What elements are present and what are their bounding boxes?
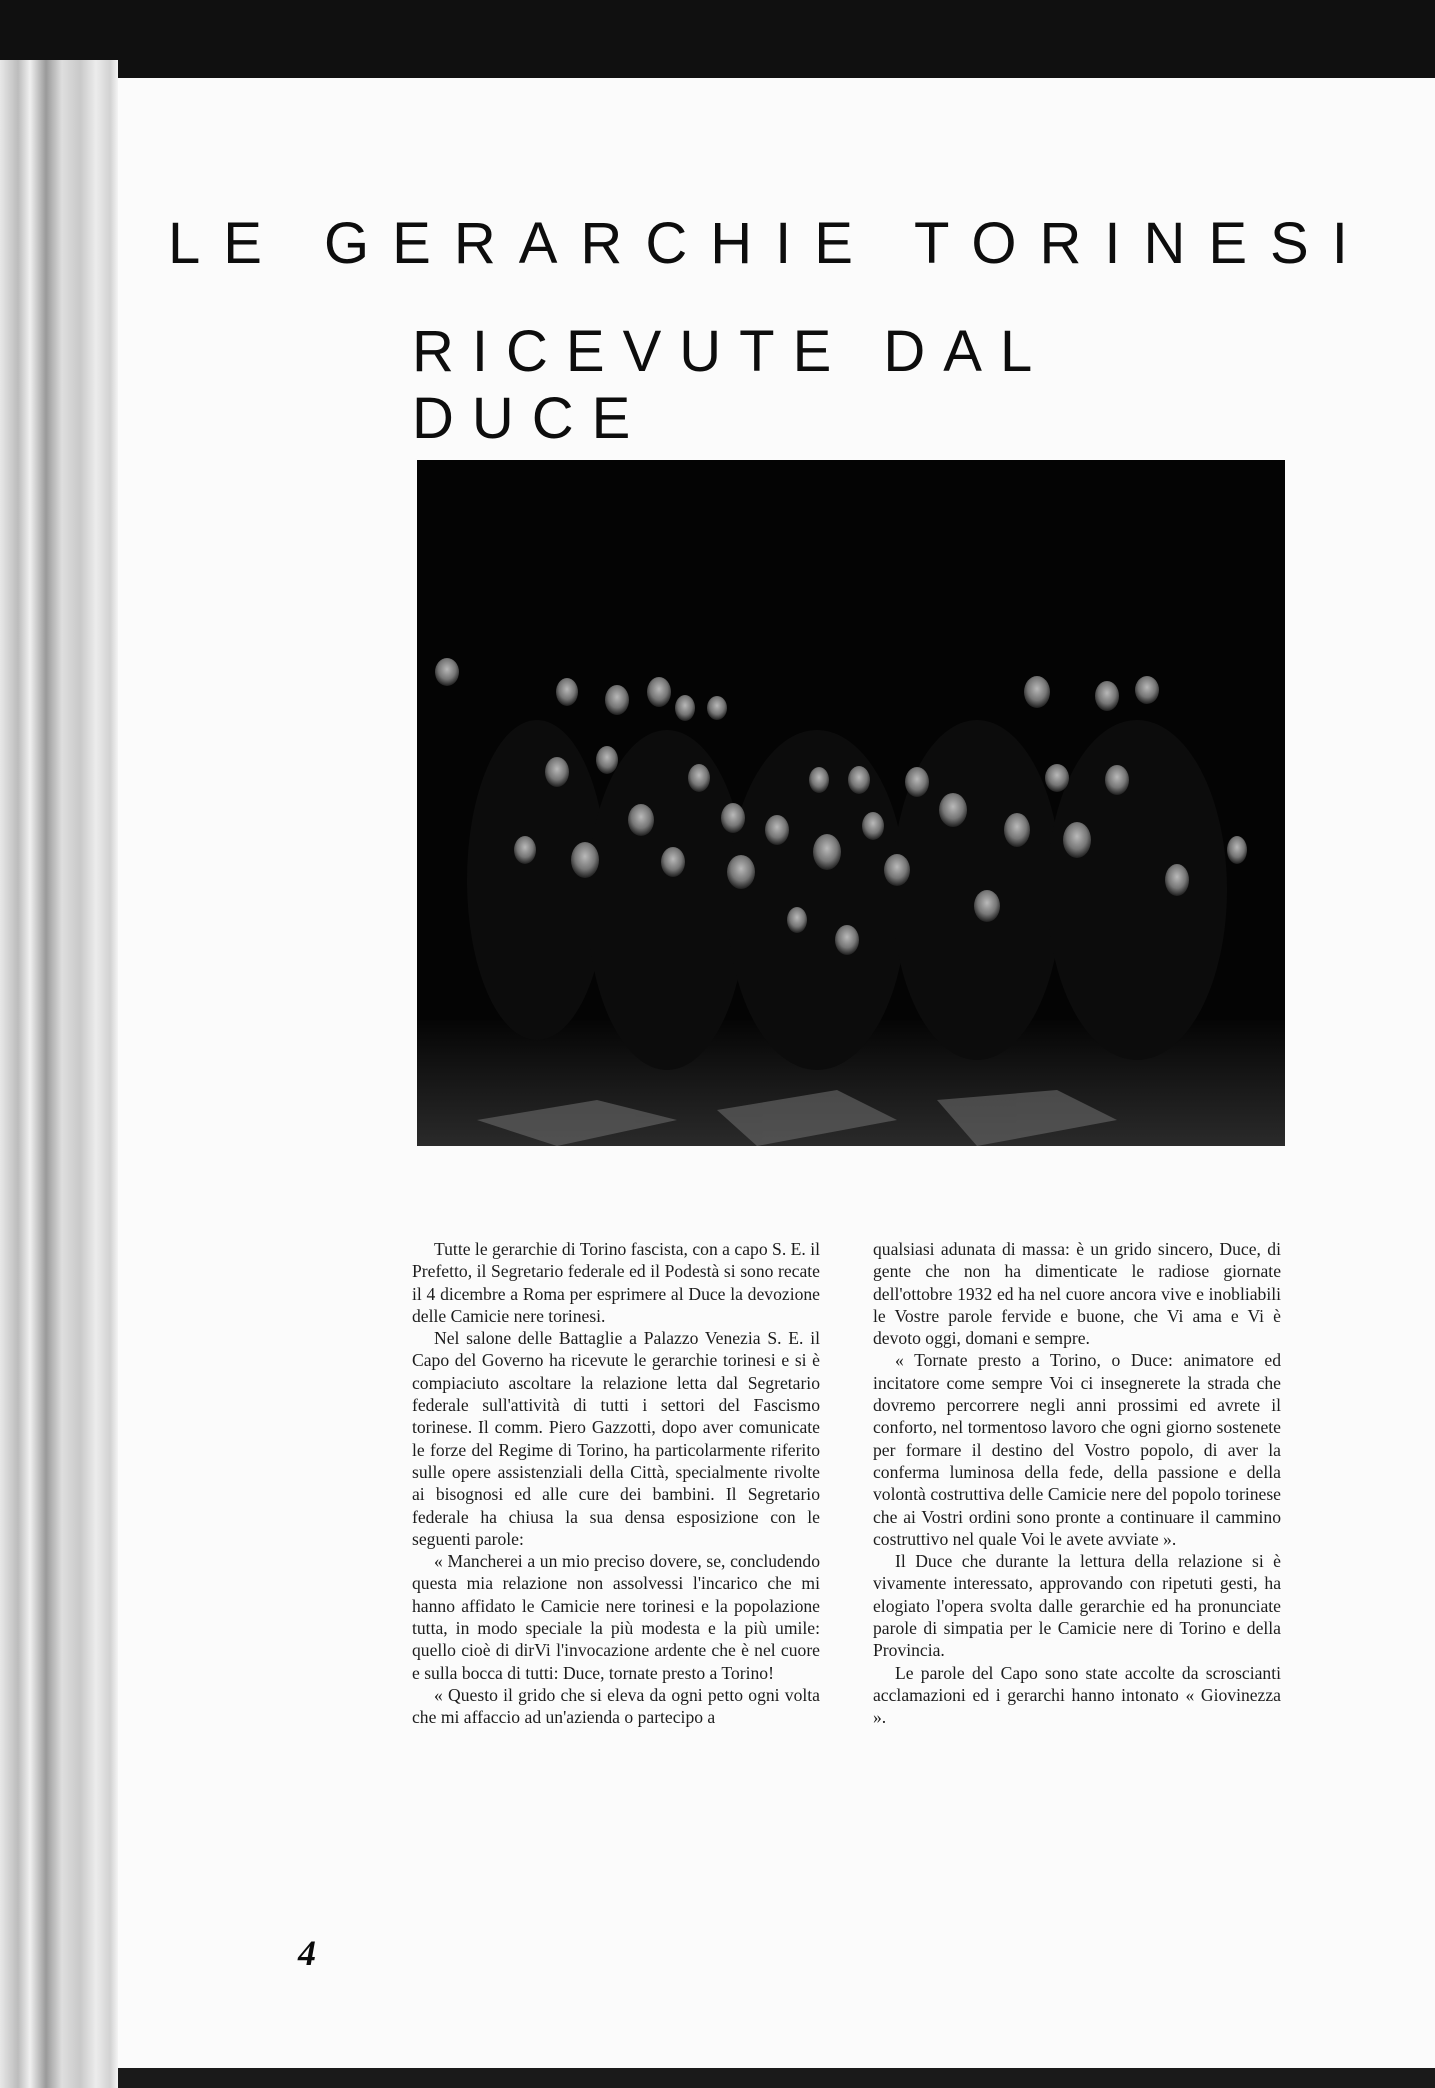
paragraph-6-quote: « Tornate presto a Torino, o Duce: animatore ed incitatore come sempre Voi ci insegnerete la strada che dovremo percorrere negli anni prossimi ed avrete il conforto, nel tormentoso lavoro che ogni giorno sostenete per formare il destino del Vostro popolo, di aver la conferma luminosa della fede, della passione e della volontà costruttiva delle Camicie nere del popolo torinese che ai Vostri ordini sono pronte a continuare il cammino costruttivo nel quale Voi le avete avviate ». bbox=[873, 1350, 1281, 1549]
scan-top-border bbox=[0, 0, 1435, 78]
paragraph-2: Nel salone delle Battaglie a Palazzo Venezia S. E. il Capo del Governo ha ricevute le gerarchie torinesi e si è compiaciuto ascoltare la relazione letta dal Segretario federale sull'attività di tutti i settori del Fascismo torinese. Il comm. Piero Gazzotti, dopo aver comunicate le forze del Regime di Torino, ha particolarmente riferito sulle opere assistenziali della Città, specialmente rivolte ai bisognosi ed alle cure dei bambini. Il Segretario federale ha chiusa la sua densa esposizione con le seguenti parole: bbox=[412, 1328, 820, 1549]
page-number: 4 bbox=[298, 1933, 316, 1973]
paragraph-8: Le parole del Capo sono state accolte da scroscianti acclamazioni ed i gerarchi hanno intonato « Giovinezza ». bbox=[873, 1662, 1281, 1728]
article-column-right bbox=[873, 1238, 1281, 1729]
scan-binding-edge bbox=[0, 60, 118, 2088]
paragraph-1: Tutte le gerarchie di Torino fascista, con a capo S. E. il Prefetto, il Segretario federale ed il Podestà si sono recate il 4 dicembre a Roma per esprimere al Duce la devozione delle Camicie nere torinesi. bbox=[412, 1239, 820, 1326]
article-title-line-1: LE GERARCHIE TORINESI bbox=[168, 211, 1371, 276]
article-column-left bbox=[412, 1238, 820, 1729]
group-photograph bbox=[417, 460, 1285, 1146]
paragraph-5-continued: qualsiasi adunata di massa: è un grido sincero, Duce, di gente che non ha dimenticate le radiose giornate dell'ottobre 1932 ed ha nel cuore ancora vive e inobliabili le Vostre parole fervide e buone, che Vi ama e Vi è devoto oggi, domani e sempre. bbox=[873, 1239, 1281, 1349]
photo-image bbox=[417, 460, 1285, 1146]
article-title-line-2: RICEVUTE DAL DUCE bbox=[412, 319, 1049, 451]
paragraph-4-quote: « Questo il grido che si eleva da ogni petto ogni volta che mi affaccio ad un'azienda o partecipo a bbox=[412, 1684, 820, 1728]
paragraph-3-quote: « Mancherei a un mio preciso dovere, se, concludendo questa mia relazione non assolvessi l'incarico che mi hanno affidato le Camicie nere torinesi e la popolazione tutta, in modo speciale la più modesta e la più umile: quello cioè di dirVi l'invocazione ardente che è nel cuore e sulla bocca di tutti: Duce, tornate presto a Torino! bbox=[412, 1551, 820, 1683]
paragraph-7: Il Duce che durante la lettura della relazione si è vivamente interessato, approvando con ripetuti gesti, ha elogiato l'opera svolta dalle gerarchie ed ha pronunciate parole di simpatia per le Camicie nere di Torino e della Provincia. bbox=[873, 1551, 1281, 1661]
